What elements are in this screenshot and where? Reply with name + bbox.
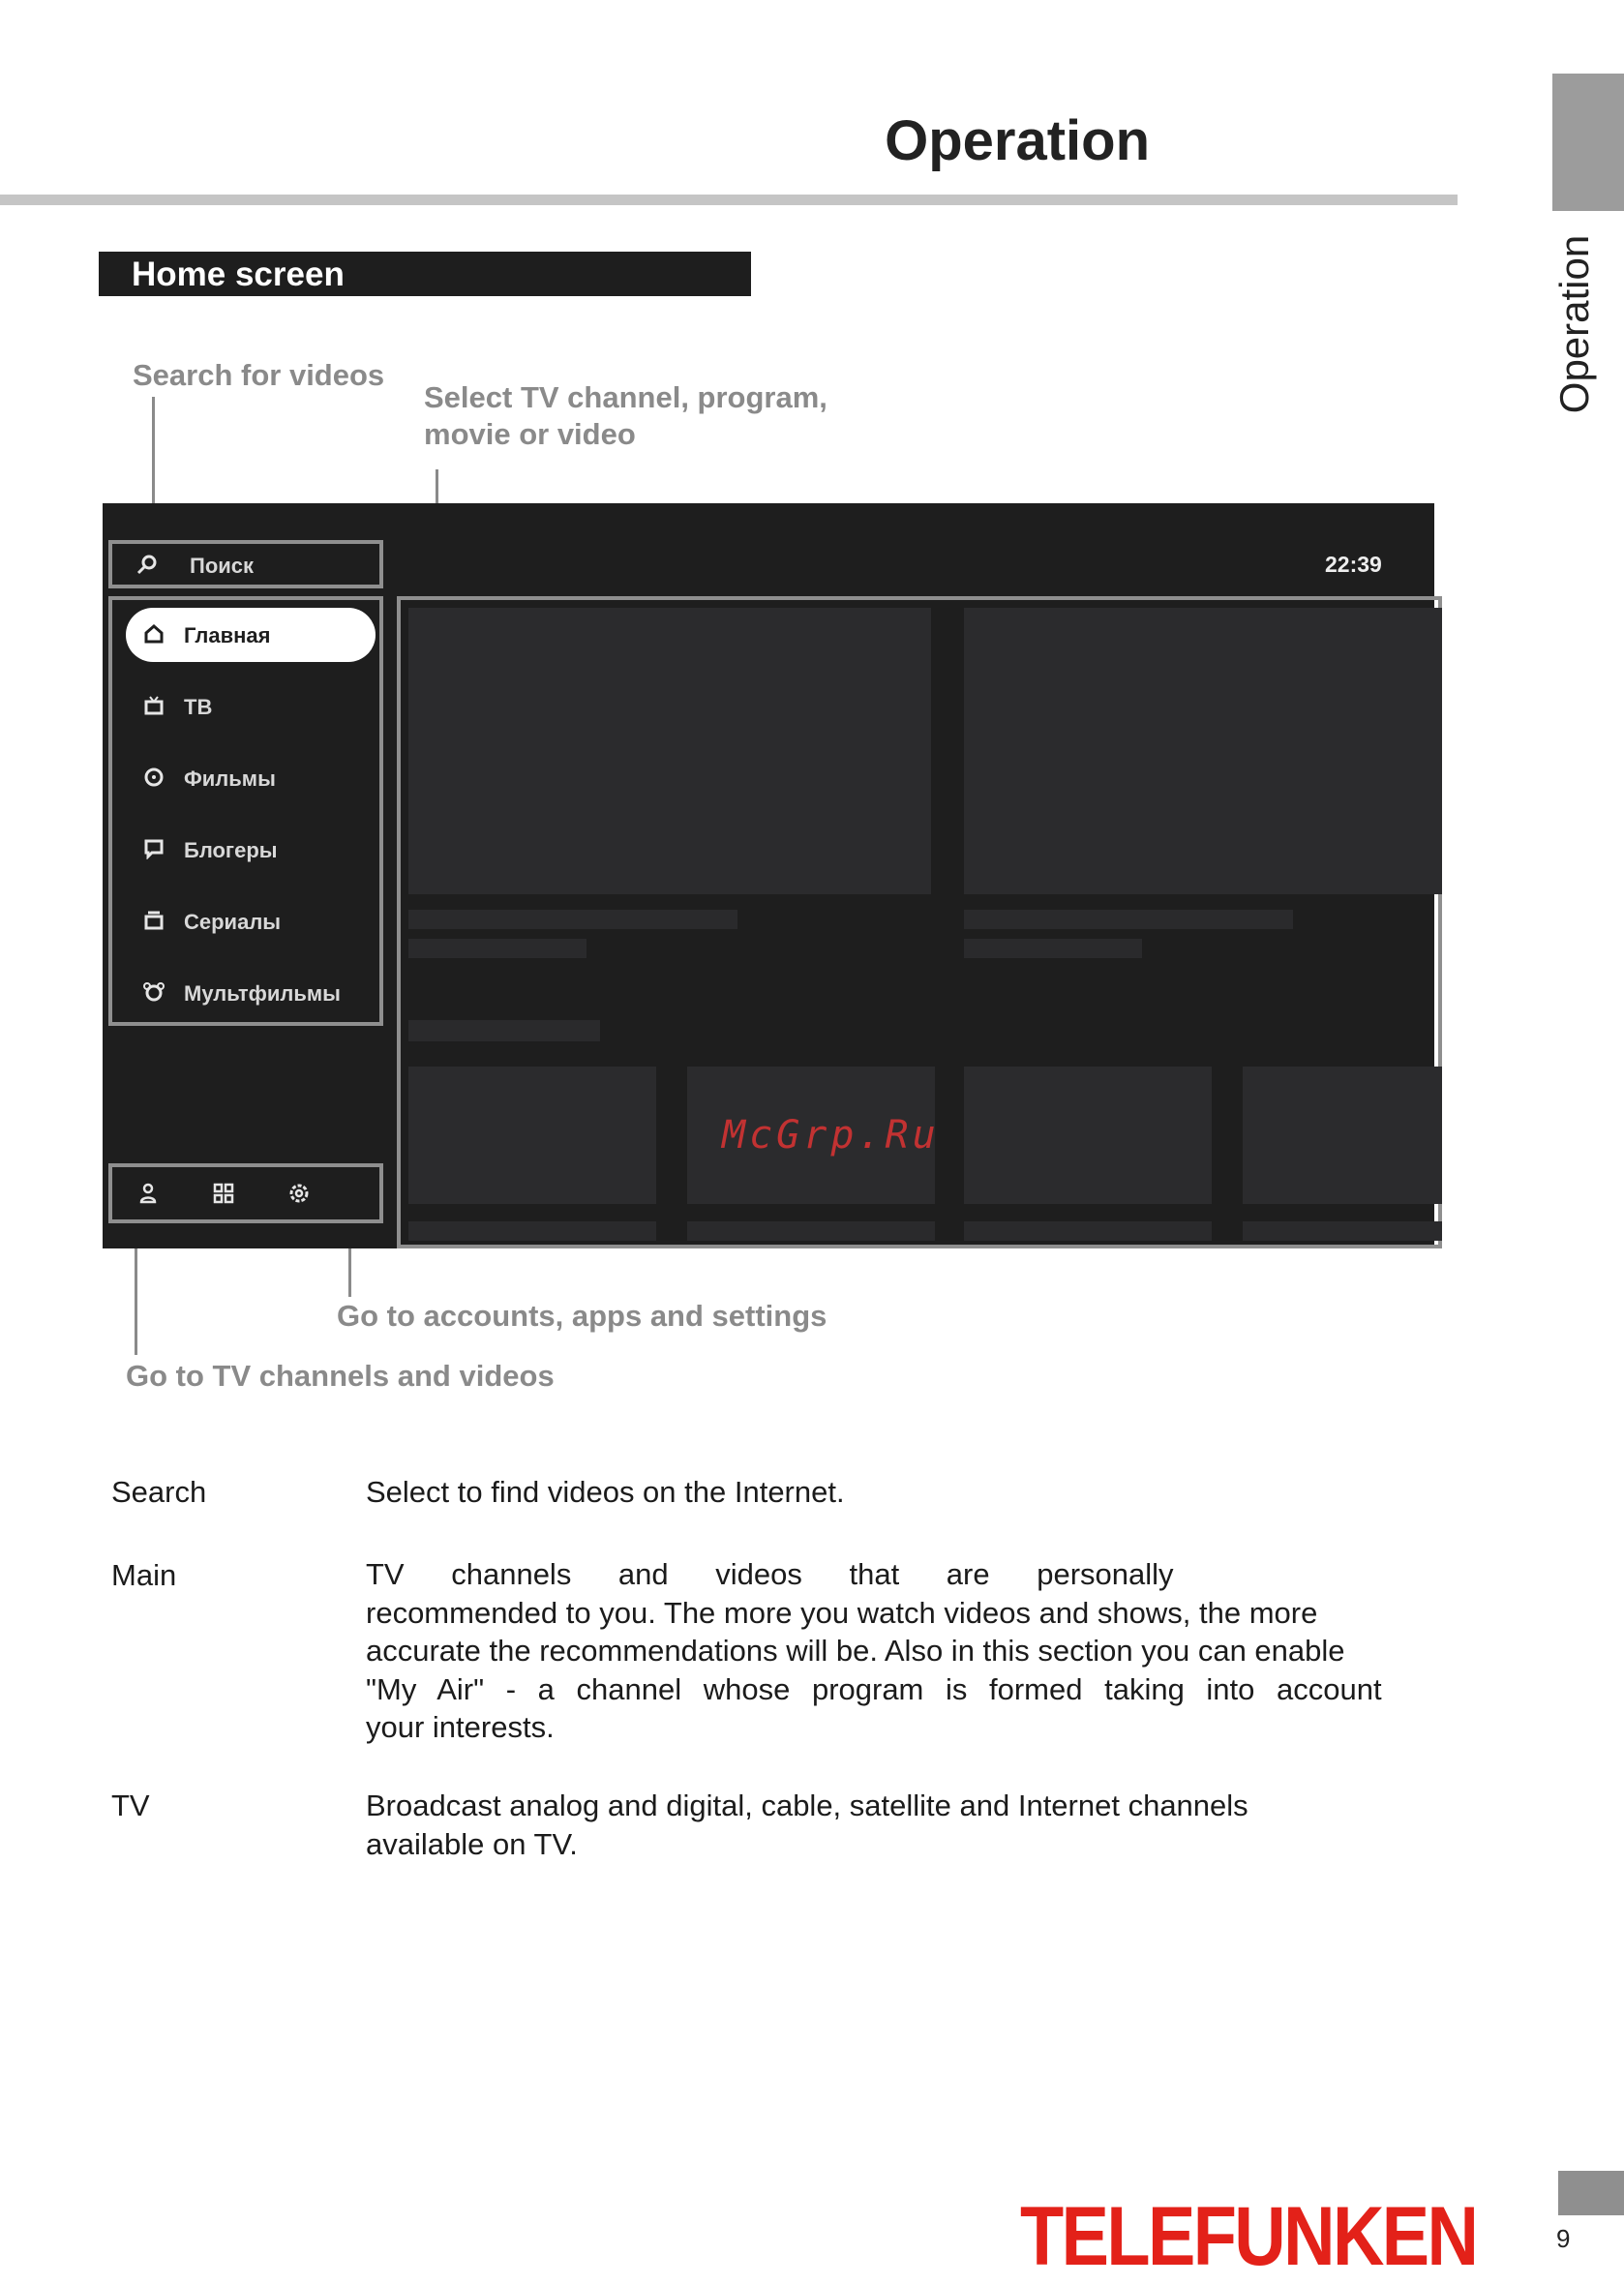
content-tile[interactable]: [964, 608, 1442, 894]
desc-main-line: "My Air" - a channel whose program is formed taking into account: [366, 1671, 1382, 1706]
nav-item-label: Фильмы: [184, 767, 276, 791]
callout-accounts: Go to accounts, apps and settings: [337, 1299, 827, 1333]
header-rule: [0, 195, 1458, 205]
watermark: McGrp.Ru: [722, 1113, 940, 1158]
nav-item-label: ТВ: [184, 695, 213, 719]
desc-main-line: your interests.: [366, 1710, 555, 1744]
term-main: Main: [111, 1558, 177, 1592]
desc-search: Select to find videos on the Internet.: [366, 1475, 845, 1509]
search-label: Поиск: [190, 554, 255, 578]
nav-item-series[interactable]: [126, 894, 376, 948]
desc-main: [366, 1555, 1405, 1747]
nav-item-bloggers[interactable]: [126, 823, 376, 877]
nav-item-cartoons[interactable]: [126, 966, 376, 1020]
side-tab-marker: [1552, 74, 1624, 211]
content-tile[interactable]: [1243, 1067, 1442, 1204]
placeholder-line: [408, 910, 737, 929]
content-tile[interactable]: [408, 608, 931, 894]
search-button[interactable]: [108, 540, 383, 588]
brand-logo: TELEFUNKEN: [1020, 2190, 1477, 2283]
nav-item-label: Главная: [184, 623, 271, 647]
desc-tv-line: Broadcast analog and digital, cable, satellite and Internet channels: [366, 1789, 1248, 1822]
callout-search: Search for videos: [133, 358, 385, 392]
desc-tv-line: available on TV.: [366, 1826, 578, 1861]
placeholder-line: [408, 1221, 656, 1241]
placeholder-line: [964, 910, 1293, 929]
page-title: Operation: [885, 109, 1150, 172]
blogger-icon: [143, 838, 165, 859]
page-number-marker: [1558, 2171, 1624, 2215]
nav-item-label: Мультфильмы: [184, 981, 341, 1006]
nav-item-label: Блогеры: [184, 838, 278, 862]
section-title: Home screen: [132, 256, 345, 293]
callout-channels: Go to TV channels and videos: [126, 1359, 555, 1393]
tv-home-screen: [103, 503, 1434, 1248]
settings-gear-icon[interactable]: [286, 1181, 312, 1206]
side-tab-label: [1551, 234, 1598, 414]
account-icon[interactable]: [135, 1181, 161, 1206]
term-tv: TV: [111, 1789, 150, 1822]
term-search: Search: [111, 1475, 207, 1509]
search-icon: [135, 554, 159, 577]
content-tile[interactable]: [408, 1067, 656, 1204]
content-tile[interactable]: [964, 1067, 1212, 1204]
callout-select-line-1: Select TV channel, program,: [424, 380, 827, 414]
home-icon: [143, 623, 165, 645]
film-reel-icon: [143, 767, 165, 788]
placeholder-line: [408, 1020, 600, 1041]
apps-grid-icon[interactable]: [211, 1181, 236, 1206]
tv-icon: [143, 695, 165, 716]
page-number: 9: [1556, 2224, 1571, 2253]
placeholder-line: [964, 1221, 1212, 1241]
series-icon: [143, 910, 165, 931]
desc-tv: [366, 1787, 1405, 1863]
desc-main-line: accurate the recommendations will be. Also in this section you can enable: [366, 1634, 1345, 1668]
desc-main-line: TV channels and videos that are personally: [366, 1557, 1174, 1591]
nav-item-tv[interactable]: [126, 679, 376, 734]
callout-select-line-2: movie or video: [424, 417, 636, 451]
placeholder-line: [964, 939, 1142, 958]
side-tab-text: Operation: [1551, 234, 1597, 414]
placeholder-line: [408, 939, 586, 958]
nav-menu: [108, 596, 383, 1026]
nav-item-films[interactable]: [126, 751, 376, 805]
desc-main-line: recommended to you. The more you watch videos and shows, the more: [366, 1595, 1318, 1630]
bottom-toolbar: [108, 1163, 383, 1223]
nav-item-label: Сериалы: [184, 910, 282, 934]
placeholder-line: [687, 1221, 935, 1241]
clock: 22:39: [1325, 552, 1382, 577]
nav-item-home[interactable]: [126, 608, 376, 662]
cartoon-icon: [143, 981, 165, 1003]
placeholder-line: [1243, 1221, 1442, 1241]
callout-select: [424, 379, 827, 453]
